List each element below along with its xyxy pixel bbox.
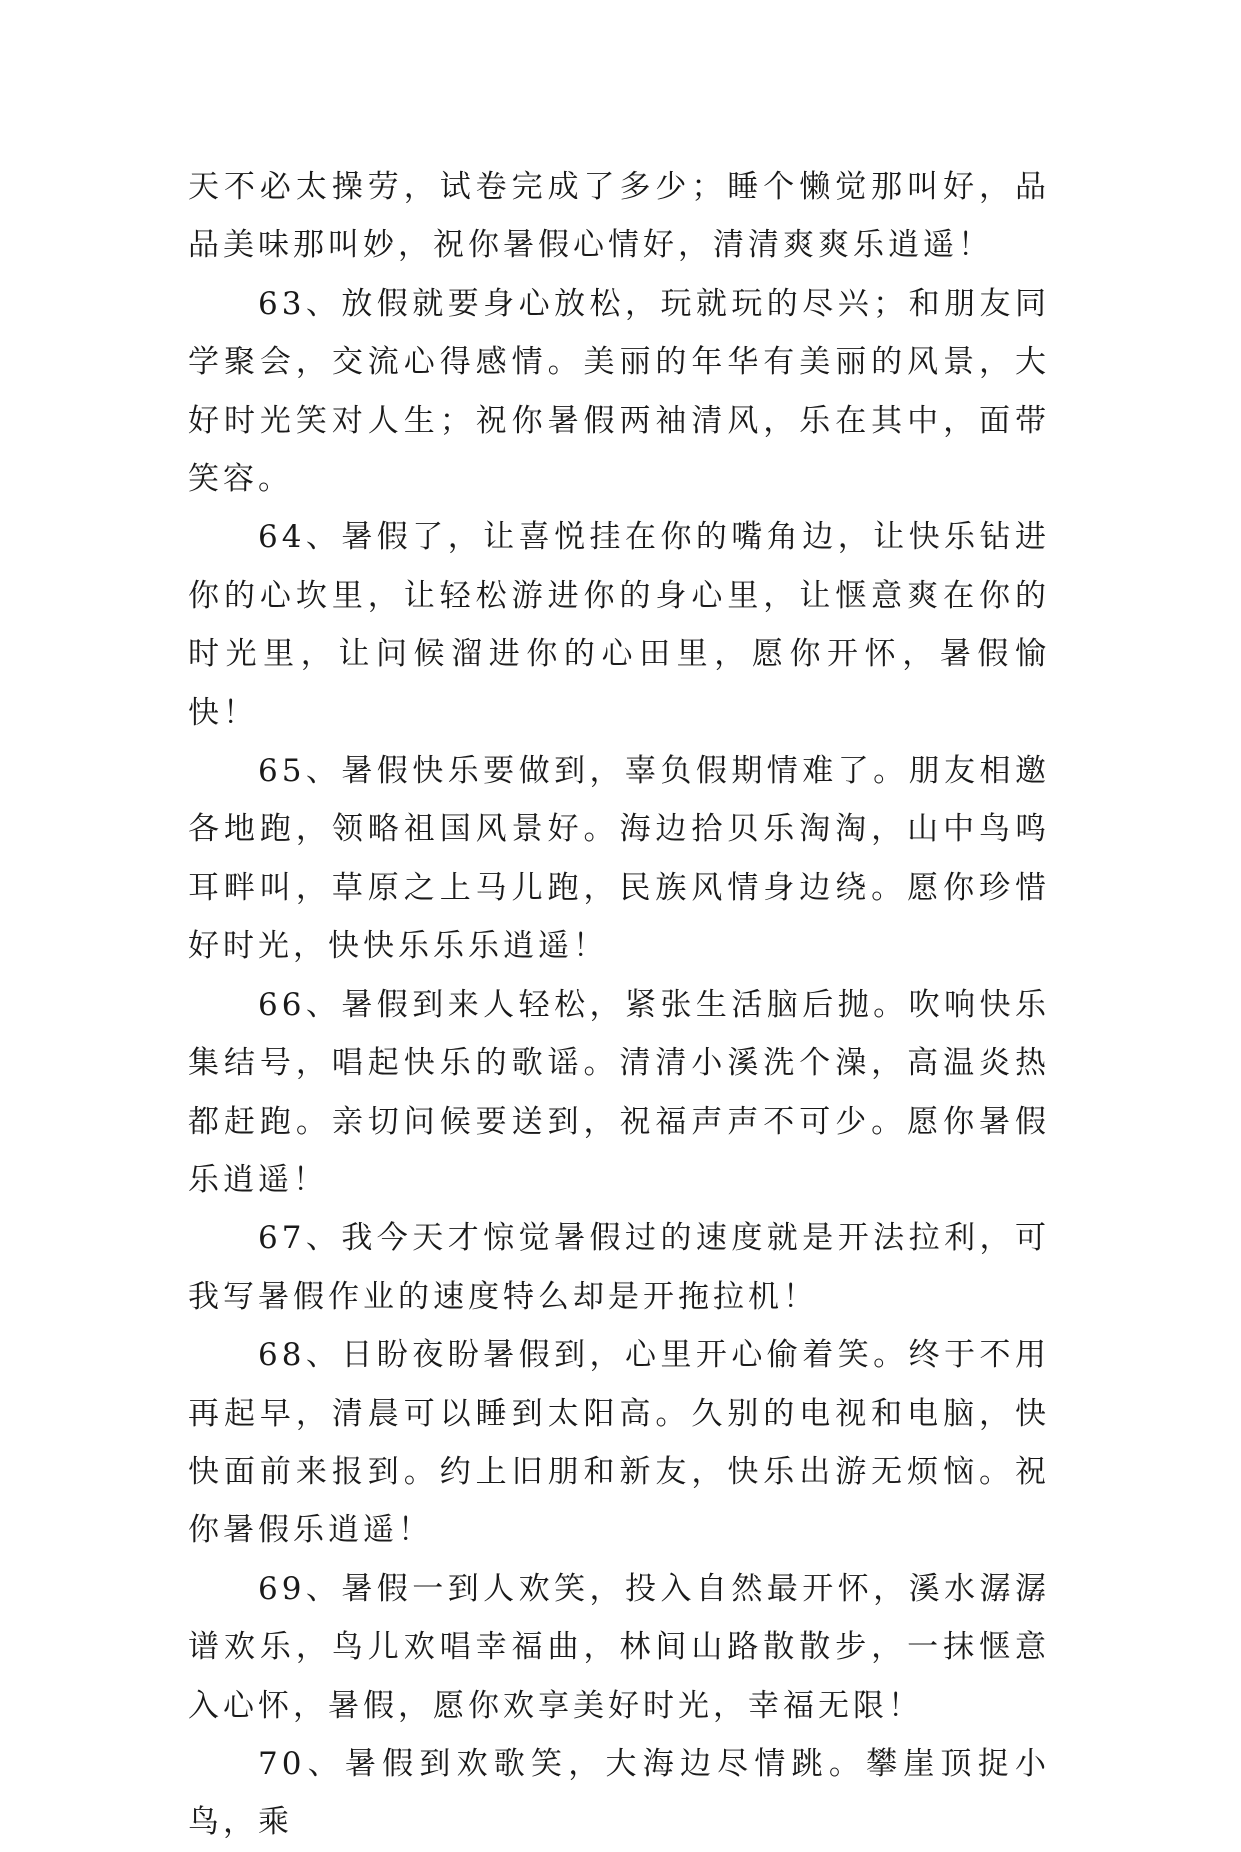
document-body — [188, 158, 1050, 1852]
paragraph-64: 64、暑假了，让喜悦挂在你的嘴角边，让快乐钻进你的心坎里，让轻松游进你的身心里，让惬意爽在你的时光里，让问候溜进你的心田里，愿你开怀，暑假愉快！ — [188, 519, 1050, 731]
paragraph-69: 69、暑假一到人欢笑，投入自然最开怀，溪水潺潺谱欢乐，鸟儿欢唱幸福曲，林间山路散散步，一抹惬意入心怀，暑假，愿你欢享美好时光，幸福无限！ — [188, 1570, 1050, 1724]
paragraph-68: 68、日盼夜盼暑假到，心里开心偷着笑。终于不用再起早，清晨可以睡到太阳高。久别的电视和电脑，快快面前来报到。约上旧朋和新友，快乐出游无烦恼。祝你暑假乐逍遥！ — [188, 1337, 1050, 1549]
paragraph-63: 63、放假就要身心放松，玩就玩的尽兴；和朋友同学聚会，交流心得感情。美丽的年华有美丽的风景，大好时光笑对人生；祝你暑假两袖清风，乐在其中，面带笑容。 — [188, 285, 1050, 498]
paragraph-70: 70、暑假到欢歌笑，大海边尽情跳。攀崖顶捉小鸟，乘 — [188, 1745, 1050, 1841]
paragraph-continuation: 天不必太操劳，试卷完成了多少；睡个懒觉那叫好，品品美味那叫妙，祝你暑假心情好，清清爽爽乐逍遥！ — [188, 169, 1050, 264]
paragraph-67: 67、我今天才惊觉暑假过的速度就是开法拉利，可我写暑假作业的速度特么却是开拖拉机！ — [188, 1220, 1050, 1315]
paragraph-65: 65、暑假快乐要做到，辜负假期情难了。朋友相邀各地跑，领略祖国风景好。海边拾贝乐淘淘，山中鸟鸣耳畔叫，草原之上马儿跑，民族风情身边绕。愿你珍惜好时光，快快乐乐乐逍遥！ — [188, 753, 1050, 965]
paragraph-66: 66、暑假到来人轻松，紧张生活脑后抛。吹响快乐集结号，唱起快乐的歌谣。清清小溪洗个澡，高温炎热都赶跑。亲切问候要送到，祝福声声不可少。愿你暑假乐逍遥！ — [188, 986, 1050, 1198]
